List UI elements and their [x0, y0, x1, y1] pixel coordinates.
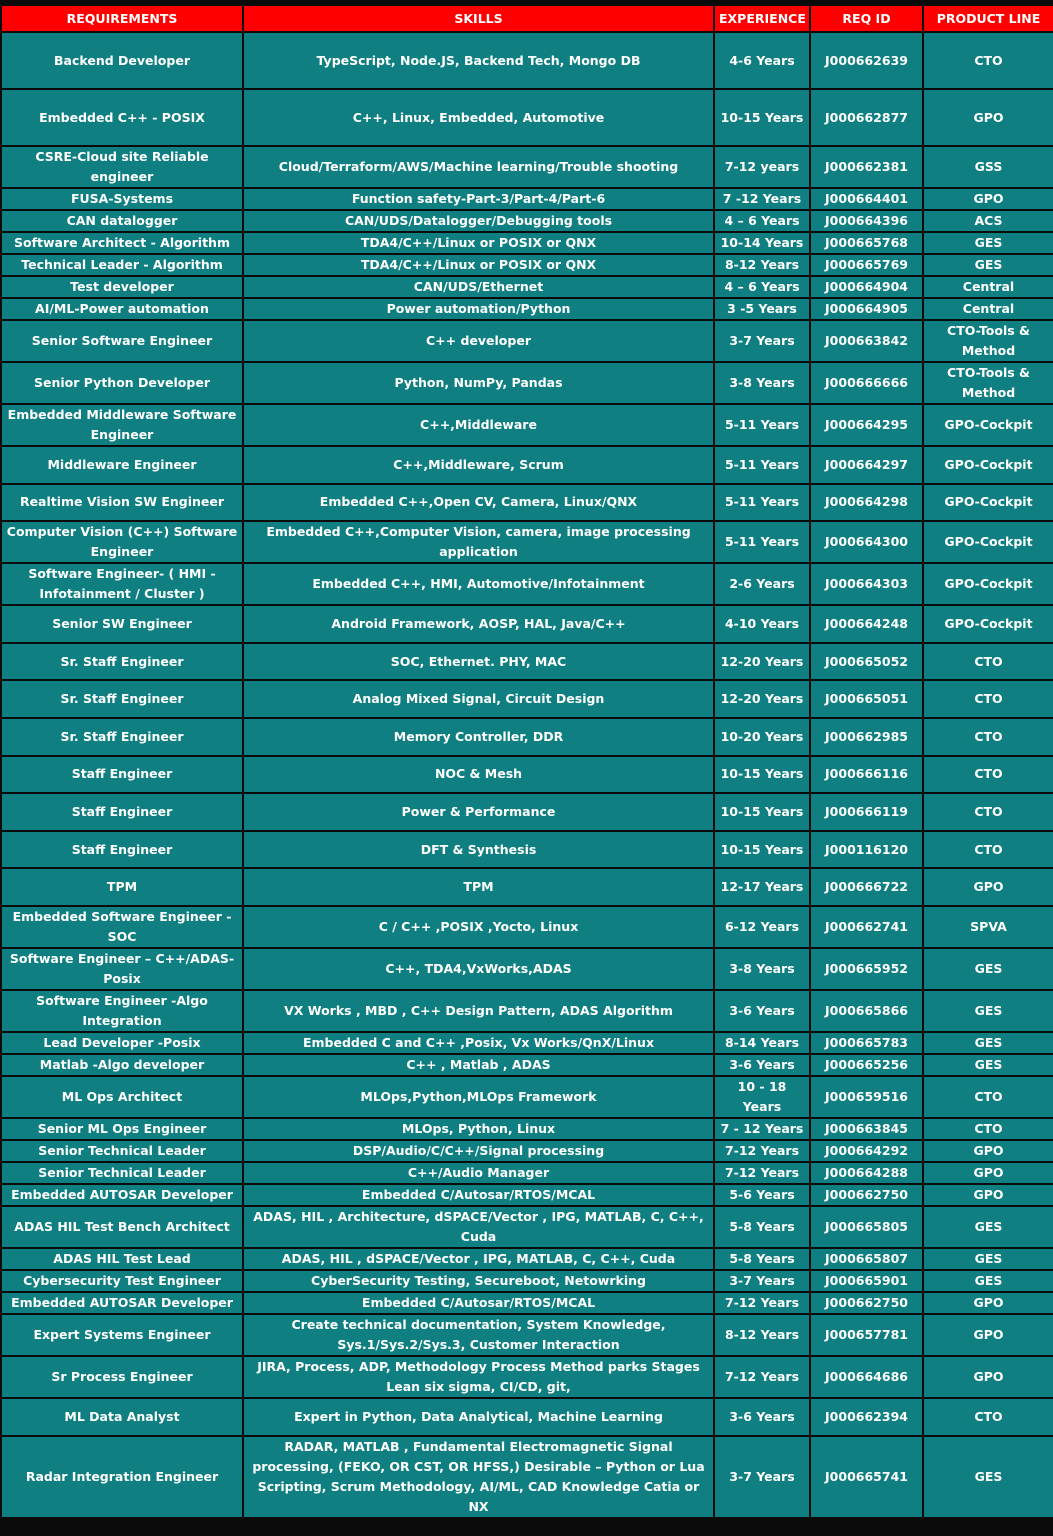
requirement-cell: Senior Technical Leader	[1, 1162, 243, 1184]
product-line-cell: GPO-Cockpit	[923, 563, 1053, 605]
req-id-cell: J000664288	[810, 1162, 923, 1184]
table-row	[1, 146, 1053, 188]
requirement-cell: Senior SW Engineer	[1, 605, 243, 643]
table-row	[1, 1292, 1053, 1314]
header-skills: SKILLS	[243, 5, 714, 32]
req-id-cell: J000664298	[810, 484, 923, 522]
requirement-cell: Matlab -Algo developer	[1, 1054, 243, 1076]
skills-cell: C++ developer	[243, 320, 714, 362]
skills-cell: CAN/UDS/Datalogger/Debugging tools	[243, 210, 714, 232]
skills-cell: Create technical documentation, System Knowledge, Sys.1/Sys.2/Sys.3, Customer Interaction	[243, 1314, 714, 1356]
req-id-cell: J000664401	[810, 188, 923, 210]
experience-cell: 7-12 Years	[714, 1292, 810, 1314]
table-row	[1, 1054, 1053, 1076]
product-line-cell: Central	[923, 298, 1053, 320]
product-line-cell: GPO-Cockpit	[923, 605, 1053, 643]
experience-cell: 4 – 6 Years	[714, 276, 810, 298]
table-row	[1, 756, 1053, 794]
product-line-cell: GES	[923, 1206, 1053, 1248]
product-line-cell: GES	[923, 948, 1053, 990]
req-id-cell: J000665769	[810, 254, 923, 276]
table-row	[1, 446, 1053, 484]
req-id-cell: J000662985	[810, 718, 923, 756]
experience-cell: 7-12 years	[714, 146, 810, 188]
skills-cell: Embedded C++,Computer Vision, camera, image processing application	[243, 521, 714, 563]
skills-cell: CyberSecurity Testing, Secureboot, Netowrking	[243, 1270, 714, 1292]
requirement-cell: ADAS HIL Test Lead	[1, 1248, 243, 1270]
requirement-cell: CSRE-Cloud site Reliable engineer	[1, 146, 243, 188]
requirement-cell: Realtime Vision SW Engineer	[1, 484, 243, 522]
skills-cell: DFT & Synthesis	[243, 831, 714, 869]
experience-cell: 7-12 Years	[714, 1356, 810, 1398]
product-line-cell: GES	[923, 1032, 1053, 1054]
experience-cell: 10-20 Years	[714, 718, 810, 756]
skills-cell: TPM	[243, 868, 714, 906]
header-row	[1, 5, 1053, 32]
experience-cell: 5-11 Years	[714, 521, 810, 563]
experience-cell: 3-8 Years	[714, 948, 810, 990]
skills-cell: C++, TDA4,VxWorks,ADAS	[243, 948, 714, 990]
experience-cell: 10-15 Years	[714, 793, 810, 831]
skills-cell: Embedded C and C++ ,Posix, Vx Works/QnX/Linux	[243, 1032, 714, 1054]
skills-cell: C++, Linux, Embedded, Automotive	[243, 89, 714, 146]
product-line-cell: CTO-Tools & Method	[923, 362, 1053, 404]
header-experience: EXPERIENCE	[714, 5, 810, 32]
product-line-cell: CTO	[923, 756, 1053, 794]
skills-cell: SOC, Ethernet. PHY, MAC	[243, 643, 714, 681]
table-row	[1, 1162, 1053, 1184]
req-id-cell: J000664905	[810, 298, 923, 320]
skills-cell: TDA4/C++/Linux or POSIX or QNX	[243, 232, 714, 254]
req-id-cell: J000116120	[810, 831, 923, 869]
product-line-cell: GES	[923, 1436, 1053, 1518]
requirement-cell: Embedded AUTOSAR Developer	[1, 1184, 243, 1206]
table-row	[1, 868, 1053, 906]
req-id-cell: J000665901	[810, 1270, 923, 1292]
requirement-cell: Software Engineer -Algo Integration	[1, 990, 243, 1032]
requirement-cell: AI/ML-Power automation	[1, 298, 243, 320]
experience-cell: 3-7 Years	[714, 1270, 810, 1292]
table-row	[1, 906, 1053, 948]
requirement-cell: Technical Leader - Algorithm	[1, 254, 243, 276]
product-line-cell: CTO-Tools & Method	[923, 320, 1053, 362]
table-row	[1, 793, 1053, 831]
req-id-cell: J000665952	[810, 948, 923, 990]
table-row	[1, 718, 1053, 756]
table-row	[1, 1076, 1053, 1118]
req-id-cell: J000662381	[810, 146, 923, 188]
req-id-cell: J000662877	[810, 89, 923, 146]
req-id-cell: J000666116	[810, 756, 923, 794]
req-id-cell: J000662750	[810, 1292, 923, 1314]
skills-cell: NOC & Mesh	[243, 756, 714, 794]
table-row	[1, 1248, 1053, 1270]
requirement-cell: TPM	[1, 868, 243, 906]
product-line-cell: GPO	[923, 1184, 1053, 1206]
header-product-line: PRODUCT LINE	[923, 5, 1053, 32]
req-id-cell: J000665768	[810, 232, 923, 254]
experience-cell: 2-6 Years	[714, 563, 810, 605]
experience-cell: 10-15 Years	[714, 89, 810, 146]
table-row	[1, 188, 1053, 210]
experience-cell: 7-12 Years	[714, 1162, 810, 1184]
requirement-cell: Embedded Software Engineer - SOC	[1, 906, 243, 948]
skills-cell: C++,Middleware	[243, 404, 714, 446]
skills-cell: Function safety-Part-3/Part-4/Part-6	[243, 188, 714, 210]
req-id-cell: J000664686	[810, 1356, 923, 1398]
experience-cell: 7-12 Years	[714, 1140, 810, 1162]
skills-cell: ADAS, HIL , dSPACE/Vector , IPG, MATLAB, C, C++, Cuda	[243, 1248, 714, 1270]
requirement-cell: Lead Developer -Posix	[1, 1032, 243, 1054]
table-row	[1, 1118, 1053, 1140]
product-line-cell: CTO	[923, 1076, 1053, 1118]
skills-cell: Memory Controller, DDR	[243, 718, 714, 756]
job-requirements-table	[0, 4, 1053, 1519]
experience-cell: 3 -5 Years	[714, 298, 810, 320]
experience-cell: 4-6 Years	[714, 32, 810, 89]
table-row	[1, 298, 1053, 320]
product-line-cell: CTO	[923, 680, 1053, 718]
table-row	[1, 680, 1053, 718]
experience-cell: 12-17 Years	[714, 868, 810, 906]
requirement-cell: ML Data Analyst	[1, 1398, 243, 1436]
skills-cell: VX Works , MBD , C++ Design Pattern, ADAS Algorithm	[243, 990, 714, 1032]
table-row	[1, 605, 1053, 643]
skills-cell: Expert in Python, Data Analytical, Machine Learning	[243, 1398, 714, 1436]
req-id-cell: J000665805	[810, 1206, 923, 1248]
requirement-cell: Test developer	[1, 276, 243, 298]
req-id-cell: J000662639	[810, 32, 923, 89]
experience-cell: 8-12 Years	[714, 1314, 810, 1356]
table-row	[1, 320, 1053, 362]
product-line-cell: GPO	[923, 1356, 1053, 1398]
skills-cell: Power & Performance	[243, 793, 714, 831]
requirement-cell: Staff Engineer	[1, 793, 243, 831]
experience-cell: 3-8 Years	[714, 362, 810, 404]
table-row	[1, 1140, 1053, 1162]
requirement-cell: Senior Python Developer	[1, 362, 243, 404]
product-line-cell: GES	[923, 1054, 1053, 1076]
req-id-cell: J000657781	[810, 1314, 923, 1356]
experience-cell: 10 - 18 Years	[714, 1076, 810, 1118]
experience-cell: 4-10 Years	[714, 605, 810, 643]
experience-cell: 3-7 Years	[714, 320, 810, 362]
requirement-cell: Backend Developer	[1, 32, 243, 89]
req-id-cell: J000664396	[810, 210, 923, 232]
requirement-cell: Software Engineer – C++/ADAS-Posix	[1, 948, 243, 990]
requirement-cell: Software Engineer- ( HMI - Infotainment / Cluster )	[1, 563, 243, 605]
requirement-cell: Sr. Staff Engineer	[1, 718, 243, 756]
table-row	[1, 362, 1053, 404]
table-row	[1, 831, 1053, 869]
skills-cell: TDA4/C++/Linux or POSIX or QNX	[243, 254, 714, 276]
req-id-cell: J000663842	[810, 320, 923, 362]
experience-cell: 12-20 Years	[714, 680, 810, 718]
header-requirements: REQUIREMENTS	[1, 5, 243, 32]
table-row	[1, 484, 1053, 522]
product-line-cell: GPO	[923, 868, 1053, 906]
table-row	[1, 643, 1053, 681]
experience-cell: 5-8 Years	[714, 1248, 810, 1270]
skills-cell: Android Framework, AOSP, HAL, Java/C++	[243, 605, 714, 643]
requirement-cell: ML Ops Architect	[1, 1076, 243, 1118]
table-row	[1, 276, 1053, 298]
requirement-cell: FUSA-Systems	[1, 188, 243, 210]
skills-cell: C++/Audio Manager	[243, 1162, 714, 1184]
experience-cell: 8-12 Years	[714, 254, 810, 276]
table-row	[1, 521, 1053, 563]
req-id-cell: J000664300	[810, 521, 923, 563]
req-id-cell: J000663845	[810, 1118, 923, 1140]
product-line-cell: Central	[923, 276, 1053, 298]
experience-cell: 10-14 Years	[714, 232, 810, 254]
table-row	[1, 32, 1053, 89]
experience-cell: 5-6 Years	[714, 1184, 810, 1206]
product-line-cell: GPO-Cockpit	[923, 521, 1053, 563]
table-row	[1, 404, 1053, 446]
req-id-cell: J000665807	[810, 1248, 923, 1270]
req-id-cell: J000664303	[810, 563, 923, 605]
skills-cell: C++ , Matlab , ADAS	[243, 1054, 714, 1076]
experience-cell: 4 – 6 Years	[714, 210, 810, 232]
experience-cell: 7 - 12 Years	[714, 1118, 810, 1140]
table-row	[1, 1032, 1053, 1054]
product-line-cell: CTO	[923, 1398, 1053, 1436]
req-id-cell: J000662741	[810, 906, 923, 948]
requirement-cell: Staff Engineer	[1, 756, 243, 794]
req-id-cell: J000665052	[810, 643, 923, 681]
experience-cell: 3-6 Years	[714, 1054, 810, 1076]
skills-cell: ADAS, HIL , Architecture, dSPACE/Vector , IPG, MATLAB, C, C++, Cuda	[243, 1206, 714, 1248]
table-row	[1, 1270, 1053, 1292]
req-id-cell: J000664904	[810, 276, 923, 298]
skills-cell: CAN/UDS/Ethernet	[243, 276, 714, 298]
product-line-cell: GPO	[923, 89, 1053, 146]
req-id-cell: J000659516	[810, 1076, 923, 1118]
product-line-cell: CTO	[923, 643, 1053, 681]
table-row	[1, 990, 1053, 1032]
requirement-cell: Embedded C++ - POSIX	[1, 89, 243, 146]
table-row	[1, 948, 1053, 990]
table-row	[1, 210, 1053, 232]
product-line-cell: CTO	[923, 1118, 1053, 1140]
table-row	[1, 232, 1053, 254]
table-row	[1, 89, 1053, 146]
req-id-cell: J000666119	[810, 793, 923, 831]
product-line-cell: CTO	[923, 793, 1053, 831]
req-id-cell: J000665256	[810, 1054, 923, 1076]
requirement-cell: Sr Process Engineer	[1, 1356, 243, 1398]
experience-cell: 5-11 Years	[714, 484, 810, 522]
table-row	[1, 1206, 1053, 1248]
product-line-cell: GPO-Cockpit	[923, 484, 1053, 522]
product-line-cell: GPO-Cockpit	[923, 404, 1053, 446]
table-row	[1, 1436, 1053, 1518]
product-line-cell: GES	[923, 1248, 1053, 1270]
requirement-cell: Expert Systems Engineer	[1, 1314, 243, 1356]
table-row	[1, 1356, 1053, 1398]
req-id-cell: J000664295	[810, 404, 923, 446]
req-id-cell: J000666722	[810, 868, 923, 906]
requirement-cell: ADAS HIL Test Bench Architect	[1, 1206, 243, 1248]
requirement-cell: Sr. Staff Engineer	[1, 643, 243, 681]
table-body	[1, 32, 1053, 1518]
experience-cell: 3-6 Years	[714, 1398, 810, 1436]
experience-cell: 3-6 Years	[714, 990, 810, 1032]
requirement-cell: Middleware Engineer	[1, 446, 243, 484]
experience-cell: 12-20 Years	[714, 643, 810, 681]
skills-cell: C++,Middleware, Scrum	[243, 446, 714, 484]
requirement-cell: Embedded Middleware Software Engineer	[1, 404, 243, 446]
skills-cell: Embedded C++,Open CV, Camera, Linux/QNX	[243, 484, 714, 522]
product-line-cell: GPO	[923, 1314, 1053, 1356]
skills-cell: Embedded C/Autosar/RTOS/MCAL	[243, 1184, 714, 1206]
experience-cell: 3-7 Years	[714, 1436, 810, 1518]
req-id-cell: J000662750	[810, 1184, 923, 1206]
experience-cell: 5-11 Years	[714, 446, 810, 484]
skills-cell: TypeScript, Node.JS, Backend Tech, Mongo DB	[243, 32, 714, 89]
product-line-cell: GSS	[923, 146, 1053, 188]
req-id-cell: J000664248	[810, 605, 923, 643]
skills-cell: Embedded C++, HMI, Automotive/Infotainment	[243, 563, 714, 605]
table-row	[1, 254, 1053, 276]
requirement-cell: Radar Integration Engineer	[1, 1436, 243, 1518]
skills-cell: Embedded C/Autosar/RTOS/MCAL	[243, 1292, 714, 1314]
table-row	[1, 1314, 1053, 1356]
requirement-cell: Sr. Staff Engineer	[1, 680, 243, 718]
product-line-cell: GPO-Cockpit	[923, 446, 1053, 484]
requirement-cell: Senior ML Ops Engineer	[1, 1118, 243, 1140]
requirement-cell: Embedded AUTOSAR Developer	[1, 1292, 243, 1314]
product-line-cell: GPO	[923, 1292, 1053, 1314]
product-line-cell: GES	[923, 990, 1053, 1032]
product-line-cell: GPO	[923, 1140, 1053, 1162]
experience-cell: 8-14 Years	[714, 1032, 810, 1054]
req-id-cell: J000665051	[810, 680, 923, 718]
product-line-cell: GES	[923, 254, 1053, 276]
skills-cell: RADAR, MATLAB , Fundamental Electromagnetic Signal processing, (FEKO, OR CST, OR HFSS,) Desirable – Python or Lua Scripting, Scrum Methodology, AI/ML, CAD Knowledge Catia or NX	[243, 1436, 714, 1518]
skills-cell: MLOps,Python,MLOps Framework	[243, 1076, 714, 1118]
skills-cell: JIRA, Process, ADP, Methodology Process Method parks Stages Lean six sigma, CI/CD, git,	[243, 1356, 714, 1398]
experience-cell: 7 -12 Years	[714, 188, 810, 210]
experience-cell: 10-15 Years	[714, 831, 810, 869]
experience-cell: 5-8 Years	[714, 1206, 810, 1248]
req-id-cell: J000665783	[810, 1032, 923, 1054]
table-row	[1, 563, 1053, 605]
skills-cell: C / C++ ,POSIX ,Yocto, Linux	[243, 906, 714, 948]
product-line-cell: ACS	[923, 210, 1053, 232]
requirement-cell: Software Architect - Algorithm	[1, 232, 243, 254]
bottom-band	[0, 1519, 1053, 1536]
experience-cell: 6-12 Years	[714, 906, 810, 948]
product-line-cell: GES	[923, 232, 1053, 254]
product-line-cell: SPVA	[923, 906, 1053, 948]
skills-cell: Analog Mixed Signal, Circuit Design	[243, 680, 714, 718]
skills-cell: DSP/Audio/C/C++/Signal processing	[243, 1140, 714, 1162]
table-row	[1, 1184, 1053, 1206]
requirement-cell: Staff Engineer	[1, 831, 243, 869]
requirement-cell: Computer Vision (C++) Software Engineer	[1, 521, 243, 563]
requirement-cell: Senior Software Engineer	[1, 320, 243, 362]
product-line-cell: CTO	[923, 32, 1053, 89]
req-id-cell: J000664297	[810, 446, 923, 484]
product-line-cell: GPO	[923, 1162, 1053, 1184]
experience-cell: 5-11 Years	[714, 404, 810, 446]
product-line-cell: GPO	[923, 188, 1053, 210]
product-line-cell: CTO	[923, 718, 1053, 756]
experience-cell: 10-15 Years	[714, 756, 810, 794]
header-req-id: REQ ID	[810, 5, 923, 32]
product-line-cell: GES	[923, 1270, 1053, 1292]
product-line-cell: CTO	[923, 831, 1053, 869]
req-id-cell: J000662394	[810, 1398, 923, 1436]
requirement-cell: Senior Technical Leader	[1, 1140, 243, 1162]
requirement-cell: Cybersecurity Test Engineer	[1, 1270, 243, 1292]
requirement-cell: CAN datalogger	[1, 210, 243, 232]
req-id-cell: J000665866	[810, 990, 923, 1032]
skills-cell: Python, NumPy, Pandas	[243, 362, 714, 404]
req-id-cell: J000664292	[810, 1140, 923, 1162]
req-id-cell: J000666666	[810, 362, 923, 404]
skills-cell: MLOps, Python, Linux	[243, 1118, 714, 1140]
skills-cell: Power automation/Python	[243, 298, 714, 320]
table-row	[1, 1398, 1053, 1436]
req-id-cell: J000665741	[810, 1436, 923, 1518]
skills-cell: Cloud/Terraform/AWS/Machine learning/Trouble shooting	[243, 146, 714, 188]
